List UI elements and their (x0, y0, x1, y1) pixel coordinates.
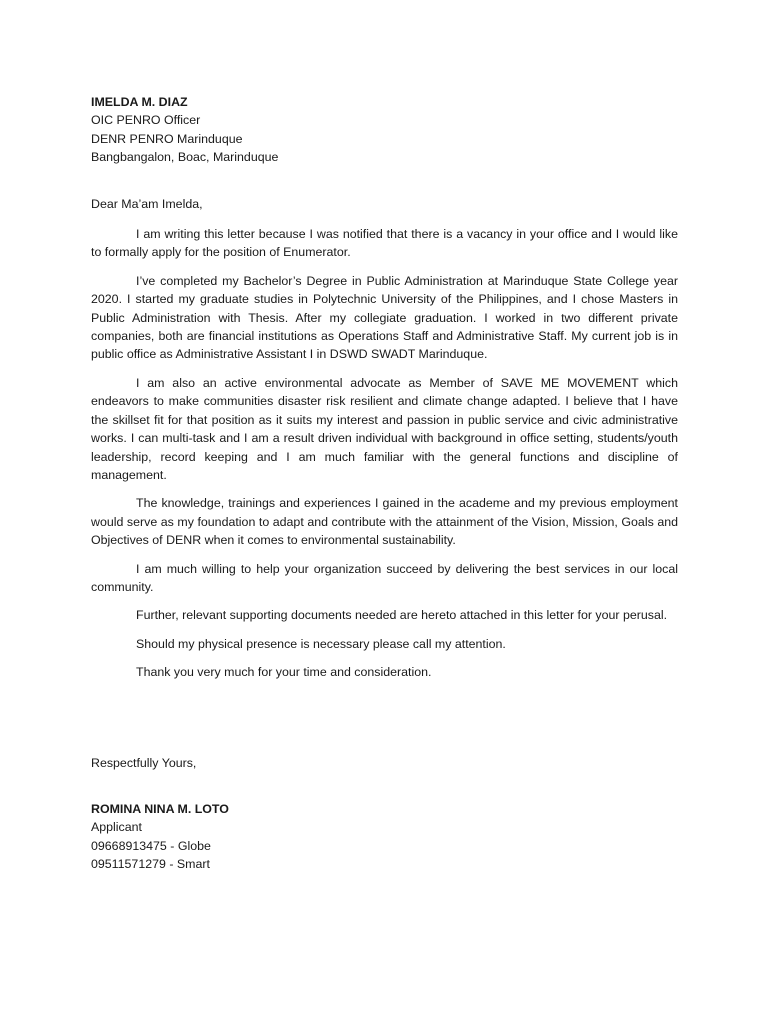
paragraph-intent: I am writing this letter because I was notified that there is a vacancy in your office and I would like to formally apply for the position of Enumerator. (91, 227, 678, 260)
closing: Respectfully Yours, (91, 755, 197, 770)
paragraph-education: I’ve completed my Bachelor’s Degree in Public Administration at Marinduque State College year 2020. I started my graduate studies in Polytechnic University of the Philippines, and I chose Masters in Public Administration with Thesis. After my collegiate graduation. I worked in two different private companies, both are financial institutions as Operations Staff and Administrative Staff. My current job is in public office as Administrative Assistant I in DSWD SWADT Marinduque. (91, 273, 678, 362)
sender-phone-smart: 09511571279 - Smart (91, 857, 210, 872)
paragraph-documents: Further, relevant supporting documents needed are hereto attached in this letter for your perusal. (136, 608, 668, 623)
paragraph-thanks: Thank you very much for your time and consideration. (136, 665, 432, 680)
recipient-block (91, 93, 678, 167)
salutation: Dear Ma’am Imelda, (91, 196, 203, 211)
paragraph-willingness: I am much willing to help your organization succeed by delivering the best services in our local community. (91, 561, 678, 594)
sender-block (91, 800, 678, 874)
recipient-name: IMELDA M. DIAZ (91, 95, 188, 109)
recipient-address: Bangbangalon, Boac, Marinduque (91, 150, 279, 165)
recipient-office: DENR PENRO Marinduque (91, 131, 243, 146)
sender-name: ROMINA NINA M. LOTO (91, 801, 229, 816)
application-letter (91, 93, 678, 874)
sender-role: Applicant (91, 820, 142, 835)
sender-phone-globe: 09668913475 - Globe (91, 838, 211, 853)
paragraph-advocacy: I am also an active environmental advocate as Member of SAVE ME MOVEMENT which endeavors to make communities disaster risk resilient and climate change adapted. I believe that I have the skillset fit for that position as it suits my interest and passion in public service and civic administrative works. I can multi-task and I am a result driven individual with background in office setting, students/youth leadership, record keeping and I am much familiar with the general functions and discipline of management. (91, 375, 678, 482)
recipient-title: OIC PENRO Officer (91, 113, 201, 128)
paragraph-presence: Should my physical presence is necessary please call my attention. (136, 636, 506, 651)
paragraph-foundation: The knowledge, trainings and experiences I gained in the academe and my previous employment would serve as my foundation to adapt and contribute with the attainment of the Vision, Mission, Goals and Objectives of DENR when it comes to environmental sustainability. (91, 496, 678, 548)
